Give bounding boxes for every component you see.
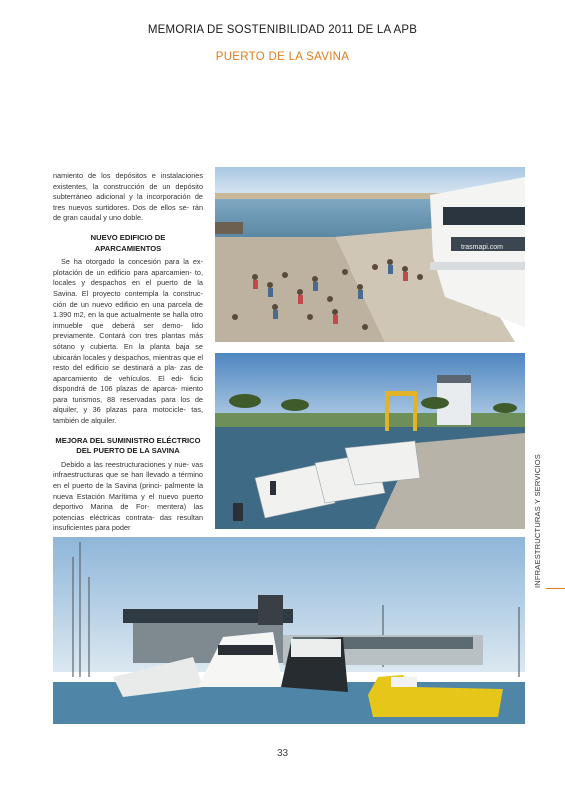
text-line: los de alquiler, y 36 plazas para motocicle- [53,394,203,415]
photo-marina-yachts [53,537,525,724]
text-line: más sótano y cubierta. En la planta baja [53,331,203,351]
intro-paragraph [53,171,203,224]
text-line: ción de un nuevo edificio en una parcela [53,299,192,309]
ferry-logo-text: trasmapi.com [461,244,504,251]
text-line: to, locales y despachos en el puerto de la [53,267,203,288]
text-line: halla otro inmueble que deberá ser demo- [53,310,203,330]
heading-line: MEJORA DEL SUMINISTRO ELÉCTRICO [55,435,201,445]
page-number: 33 [276,748,289,759]
section-heading-electric [53,436,203,457]
text-line: de 1.390 m2, en la que actualmente se [53,299,203,320]
side-label-text: INFRAESTRUCTURAS Y SERVICIOS [533,454,542,588]
document-title: MEMORIA DE SOSTENIBILIDAD 2011 DE LA APB [147,24,418,36]
text-line: nuevo puerto deportivo Marina de For- [53,491,203,512]
electric-paragraph [53,460,203,534]
body-text-column [53,171,203,534]
text-line: existentes, la construcción de un depósito [53,181,203,191]
side-label-rule [546,588,565,589]
text-line: Savina. El proyecto contempla la construc- [53,288,203,298]
text-line: palmente la nueva Estación Marítima y el [53,481,203,501]
parking-paragraph [53,257,203,427]
text-line: rán de gran caudal y uno doble. [53,202,203,223]
text-line: miento para turismos, 88 reservadas para [53,384,203,404]
section-heading-parking [53,233,203,254]
text-line: de tres nuevos surtidores. Dos de ellos se- [53,192,203,212]
text-line: mentera) las potencias eléctricas contrata- [53,502,203,522]
photo-ferry-pier [215,167,525,342]
text-line: subterráneo adicional y la incorporación [53,192,191,202]
text-line: namiento de los depósitos e instalaciones [53,171,203,180]
text-line: Se ha otorgado la concesión para la ex- [61,257,203,267]
document-subtitle: PUERTO DE LA SAVINA [215,51,350,63]
text-line: plotación de un edificio para aparcamien- [53,267,192,277]
text-line: zas de aparcamiento de vehículos. El edi- [53,363,204,383]
text-line: vas infraestructuras que se han llevado a [53,459,203,480]
text-line: lido previamente. Contará con tres plantas [53,320,204,341]
text-line: tas, también de alquiler. [53,405,204,426]
text-line: Debido a las reestructuraciones y nue- [61,459,189,469]
heading-line: APARCAMIENTOS [94,243,162,253]
text-line: das resultan insuficientes para poder [53,512,203,533]
text-line: que el resto del edificio se destinará a pla- [53,352,204,373]
text-line: se ubicarán locales y despachos, mientras [53,341,203,362]
text-line: ficio dispondrá de 106 plazas de aparca- [53,373,203,394]
photo-marina-boats [215,353,525,529]
heading-line: DEL PUERTO DE LA SAVINA [76,446,180,456]
text-line: término en el puerto de la Savina (princi- [53,470,203,491]
heading-line: NUEVO EDIFICIO DE [90,232,166,242]
section-side-label [533,453,547,588]
